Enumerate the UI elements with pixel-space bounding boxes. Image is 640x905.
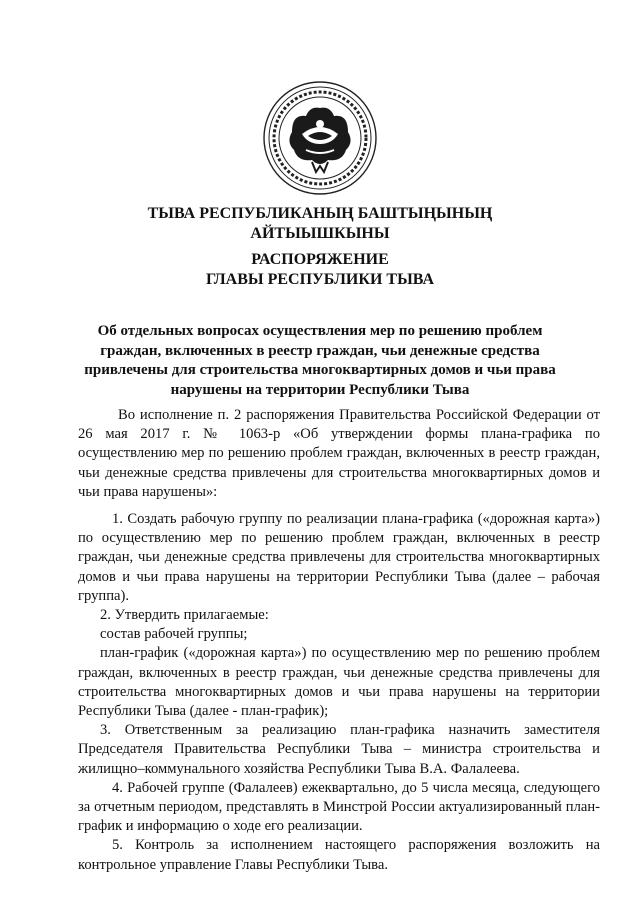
header-line-4: ГЛАВЫ РЕСПУБЛИКИ ТЫВА	[205, 271, 434, 288]
republic-emblem-icon	[262, 80, 378, 196]
header-tyva	[80, 204, 560, 244]
header-line-1: ТЫВА РЕСПУБЛИКАНЫҢ БАШТЫҢЫНЫҢ	[147, 205, 493, 222]
header-order	[80, 250, 560, 290]
order-items	[78, 510, 600, 875]
item-5: 5. Контроль за исполнением настоящего распоряжения возложить на контрольное управление Главы Республики Тыва.	[78, 837, 600, 873]
header-line-2: АЙТЫЫШКЫНЫ	[250, 225, 390, 242]
document-title: Об отдельных вопросах осуществления мер по решению проблем граждан, включенных в реестр граждан, чьи денежные средства привлечены для строительства многоквартирных домов и чьи права нарушены на территории Республики Тыва	[84, 323, 556, 398]
intro-paragraph: Во исполнение п. 2 распоряжения Правительства Российской Федерации от 26 мая 2017 г. № 1063-р «Об утверждении формы плана-графика по осуществлению мер по решению проблем граждан, включенных в реестр граждан, чьи денежные средства привлечены для строительства многоквартирных домов и чьи права нарушены»:	[78, 407, 600, 500]
item-2: 2. Утвердить прилагаемые:	[100, 607, 269, 624]
item-2b: план-график («дорожная карта») по осуществлению мер по решению проблем граждан, включенных в реестр граждан, чьи денежные средства привлечены для строительства многоквартирных домов и чьи права нарушены на территории Республики Тыва (далее - план-график);	[78, 645, 600, 720]
item-1: 1. Создать рабочую группу по реализации плана-графика («дорожная карта») по осуществлению мер по решению проблем граждан, включенных в реестр граждан, чьи денежные средства привлечены для строительства многоквартирных домов и чьи права нарушены на территории Республики Тыва (далее – рабочая группа).	[78, 511, 600, 604]
item-4: 4. Рабочей группе (Фалалеев) ежеквартально, до 5 числа месяца, следующего за отчетным периодом, представлять в Минстрой России актуализированный план-график и информацию о ходе его реализации.	[78, 779, 600, 835]
header-line-3: РАСПОРЯЖЕНИЕ	[251, 251, 389, 268]
item-2a: состав рабочей группы;	[100, 626, 248, 643]
item-3: 3. Ответственным за реализацию план-графика назначить заместителя Председателя Правительства Республики Тыва – министра строительства и жилищно–коммунального хозяйства Республики Тыва В.А. Фалалеева.	[78, 722, 600, 777]
